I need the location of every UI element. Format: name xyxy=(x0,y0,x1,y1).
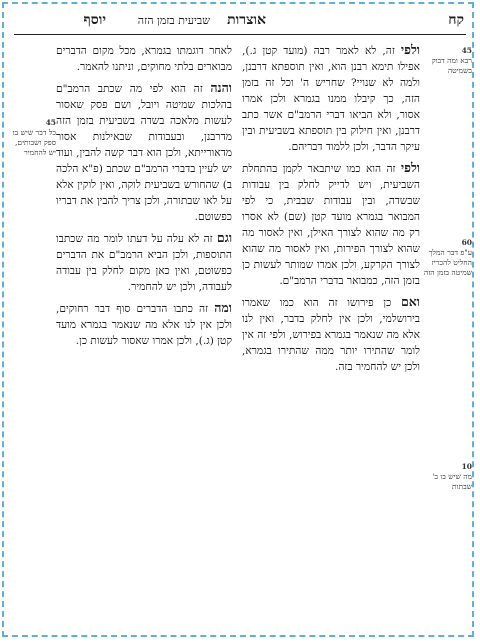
note-text: כל דבר שיש בו ספק ושבותים, יש להחמיר xyxy=(12,128,56,157)
header-title-main: אוצרות xyxy=(227,12,266,28)
note-text: רבא ומה דבוק בשמיטה xyxy=(431,56,472,75)
paragraph-text: זה הוא לפי מה שכתב הרמב"ם בהלכות שמיטה ויובל, ושם פסק שאסור לעשות מלאכה בשדה בשביעית בזמן הזה מדרבנן, ובעבודות שבאילנות אסור מדאורייתא, ולכן הוא דבר קשה להבין, ועוד יש לעיין בדברי הרמב"ם שכתב (פ"א הלכה ב) שהחורש בשביעית לוקה, ואין לוקין אלא על לאו שבתורה, ולכן צריך להבין את דבריו כפשוטם. xyxy=(56,83,232,223)
note-number: 45 xyxy=(461,46,472,55)
paragraph-lead-word: ולפי xyxy=(400,160,420,175)
paragraph-lead-word: ולפי xyxy=(400,42,420,57)
header-subtitle: שביעית בזמן הזה xyxy=(137,14,210,27)
margin-note xyxy=(422,238,472,278)
paragraph-lead-word: וגם xyxy=(216,230,232,245)
header-right: קח xyxy=(448,12,464,28)
header-title-secondary: יוסף xyxy=(83,12,106,28)
text-column-right xyxy=(242,42,420,632)
note-number: 60 xyxy=(461,238,472,247)
note-number: 45 xyxy=(45,118,56,127)
margin-note xyxy=(6,118,56,158)
note-text: מה שיש בו ב' שבתות xyxy=(432,472,472,491)
paragraph-lead-word: ואם xyxy=(400,294,420,309)
note-number: 10 xyxy=(461,462,472,471)
paragraph-text: זה הוא כמו שיתבאר לקמן בהתחלת השביעית, ויש לדייק לחלק בין עבודות שבשדה, ובין עבודות שבבית, כי לפי המבואר בגמרא מועד קטן (שם) לא אסרו רק מה שהוא לצורך האילן, ואין לאסור מה שהוא לצורך הפירות, ואין לאסור מה שהוא לצורך הקרקע, ולכן אמרו שמותר לעשות כן בזמן הזה, כמבואר בדברי הרמב"ם. xyxy=(242,163,420,287)
paragraph xyxy=(242,160,420,289)
paragraph xyxy=(56,80,232,225)
paragraph xyxy=(56,42,232,75)
paragraph xyxy=(242,294,420,375)
paragraph-text: לאחר דוגמתו בגמרא, מכל מקום הדברים מבוארים בלתי מחוקים, וניתנו להאמר. xyxy=(56,45,232,73)
paragraph xyxy=(56,300,232,349)
paragraph xyxy=(242,42,420,155)
note-text: ע"פ דבר המלך החליט להכריז שמיטה בזמן הזה xyxy=(423,248,472,277)
paragraph-text: כן פירושו זה הוא כמו שאמרו בירושלמי, ולכן אין לחלק בדבר, ואין לנו אלא מה שנאמר בגמרא בפירוש, ולפי זה אין לומר שהתירו יותר ממה שהתירו בגמרא, ולכן יש להחמיר בזה. xyxy=(242,297,420,373)
paragraph-lead-word: ומה xyxy=(214,300,232,315)
paragraph-text: זה לא עלה על דעתו לומר מה שכתבו התוספות, ולכן הביא הרמב"ם את הדברים כפשוטם, ואין כאן מקום לחלק בין עבודה לעבודה, ולכן יש להחמיר. xyxy=(56,233,232,293)
paragraph xyxy=(56,230,232,295)
text-column-left xyxy=(56,42,232,632)
margin-note xyxy=(422,46,472,76)
paragraph-lead-word: והנה xyxy=(210,80,232,95)
page-header xyxy=(14,12,466,35)
margin-note xyxy=(422,462,472,492)
paragraph-text: זה כתבו הדברים סוף דבר רחוקים, ולכן אין לנו אלא מה שנאמר בגמרא מועד קטן (ג.), ולכן אמרו שאסור לעשות כן. xyxy=(56,303,232,347)
paragraph-text: זה, לא לאמר רבה (מועד קטן ג.), אפילו תימא רבנן הוא, ואין תוספתא דרבנן, ולמה לא שנויי? שחריש ה' וכל זה בזמן הזה, כך קיבלו ממנו בגמרא ולכן אמרו אסור, ולא הביאו דברי הרמב"ם אשר כתב דרבנן, ואין חילוק בין תוספתא בשביעית ובין עיקר הדבר, ולכן ללמוד דבריהם. xyxy=(242,45,420,153)
